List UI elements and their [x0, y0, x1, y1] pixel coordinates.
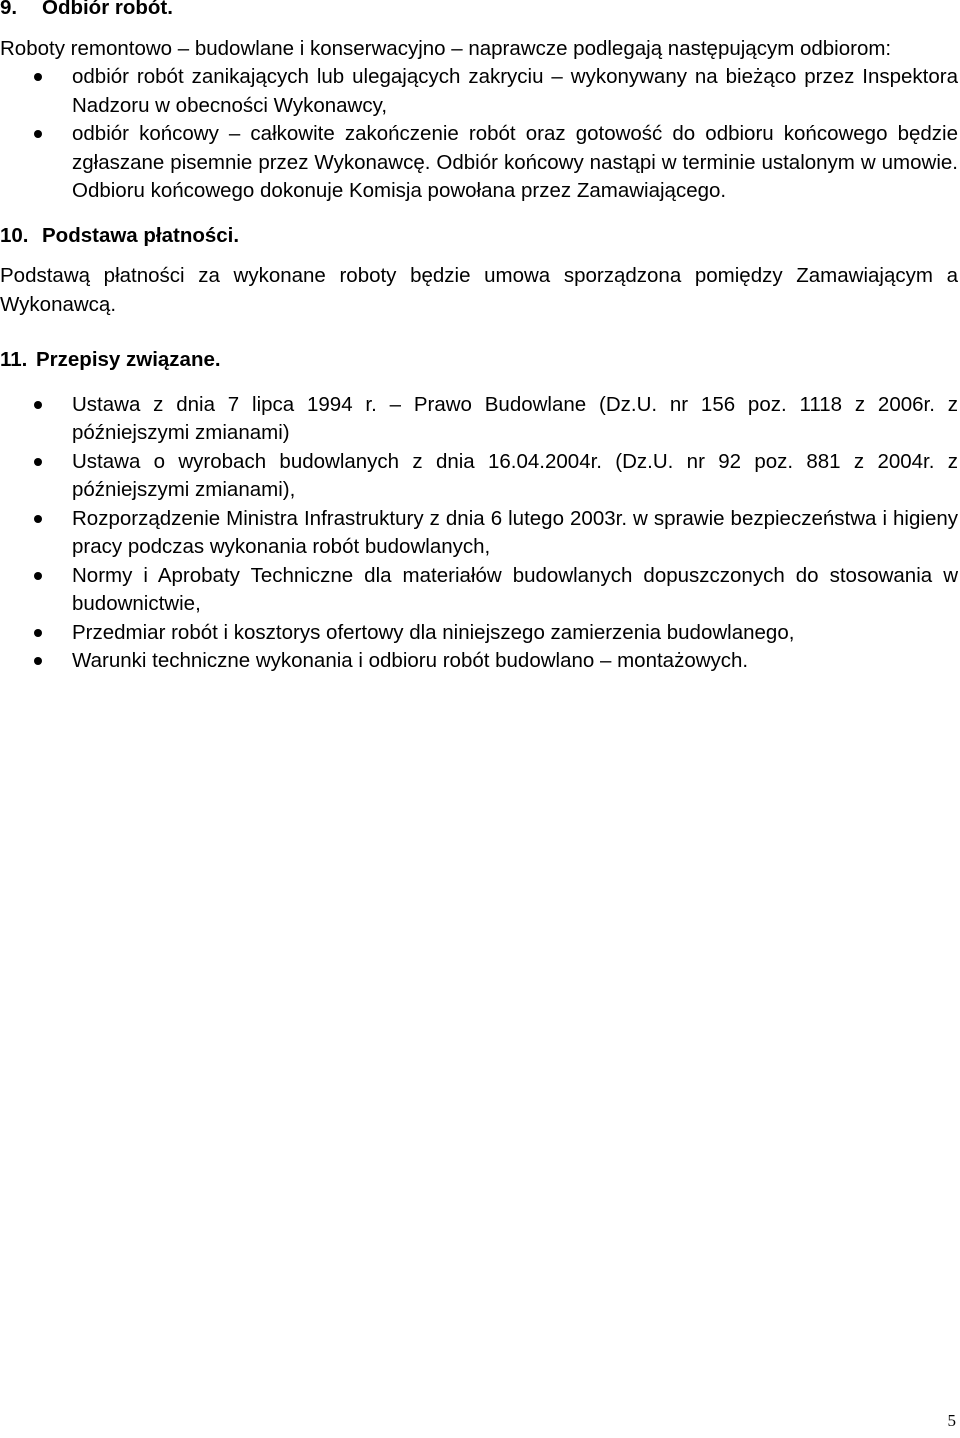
bullet-icon	[34, 130, 42, 138]
list-item	[0, 448, 958, 505]
section-9-title: Odbiór robót.	[42, 0, 173, 19]
section-11-heading	[0, 346, 958, 375]
section-9-number: 9.	[0, 0, 18, 19]
bullet-icon	[34, 458, 42, 466]
list-item	[0, 505, 958, 562]
section-9-list	[0, 63, 958, 206]
list-item	[0, 619, 958, 648]
section-10-number: 10.	[0, 223, 29, 247]
list-item	[0, 647, 958, 676]
list-item	[0, 562, 958, 619]
bullet-icon	[34, 401, 42, 409]
bullet-icon	[34, 657, 42, 665]
document-page	[0, 0, 958, 676]
list-item-text: odbiór robót zanikających lub ulegających zakryciu – wykonywany na bieżąco przez Inspektora Nadzoru w obecności Wykonawcy,	[72, 65, 958, 117]
list-item-text: Przedmiar robót i kosztorys ofertowy dla niniejszego zamierzenia budowlanego,	[72, 620, 795, 644]
list-item-text: Rozporządzenie Ministra Infrastruktury z dnia 6 lutego 2003r. w sprawie bezpieczeństwa i higieny pracy podczas wykonania robót budowlanych,	[72, 506, 958, 558]
list-item-text: Ustawa o wyrobach budowlanych z dnia 16.04.2004r. (Dz.U. nr 92 poz. 881 z 2004r. z późniejszymi zmianami),	[72, 449, 958, 501]
list-item-text: Warunki techniczne wykonania i odbioru robót budowlano – montażowych.	[72, 649, 749, 672]
section-10-title: Podstawa płatności.	[42, 223, 240, 247]
list-item	[0, 391, 958, 448]
list-item	[0, 120, 958, 206]
section-10-heading	[0, 222, 958, 251]
section-9-heading	[0, 0, 958, 23]
list-item-text: Normy i Aprobaty Techniczne dla materiałów budowlanych dopuszczonych do stosowania w budownictwie,	[72, 563, 958, 615]
list-item	[0, 63, 958, 120]
bullet-icon	[34, 572, 42, 580]
bullet-icon	[34, 73, 42, 81]
section-11-title: Przepisy związane.	[36, 348, 221, 371]
list-item-text: odbiór końcowy – całkowite zakończenie robót oraz gotowość do odbioru końcowego będzie zgłaszane pisemnie przez Wykonawcę. Odbiór końcowy nastąpi w terminie ustalonym w umowie. Odbioru końcowego dokonuje Komisja powołana przez Zamawiającego.	[72, 122, 958, 202]
section-10-text: Podstawą płatności za wykonane roboty będzie umowa sporządzona pomiędzy Zamawiającym a Wykonawcą.	[0, 264, 958, 316]
section-11-number: 11.	[0, 348, 28, 371]
section-9-intro: Roboty remontowo – budowlane i konserwacyjno – naprawcze podlegają następującym odbiorom:	[0, 36, 892, 60]
bullet-icon	[34, 515, 42, 523]
section-11-list	[0, 391, 958, 676]
list-item-text: Ustawa z dnia 7 lipca 1994 r. – Prawo Budowlane (Dz.U. nr 156 poz. 1118 z 2006r. z późniejszymi zmianami)	[72, 392, 958, 444]
page-number: 5	[947, 1411, 956, 1430]
bullet-icon	[34, 629, 42, 637]
